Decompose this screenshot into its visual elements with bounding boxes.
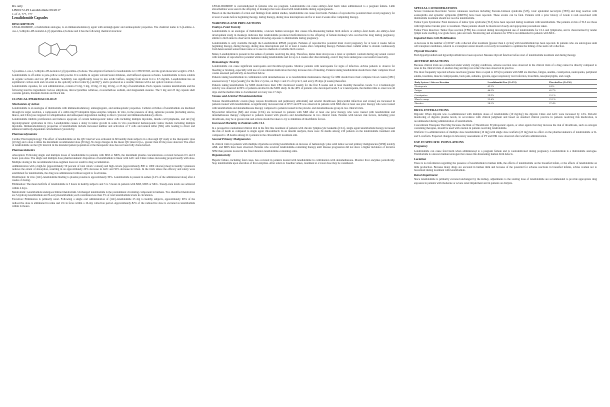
body-paragraph: Lenalidomide is an analogue of thalidomide, a known human teratogen that causes life-threatening human birth defects or embryo-fetal death. An embryo-fetal development study in monkeys indicates that lenalidomide produced malformations in the offspring of female monkeys who received the drug during pregnancy, similar to birth defects observed in humans following exposure to thalidomide during pregnancy. bbox=[212, 30, 395, 41]
column-3 bbox=[414, 4, 597, 402]
subsection-heading: Increased Mortality in Patients with CLL bbox=[212, 121, 265, 126]
chemical-structure-diagram bbox=[34, 36, 80, 64]
section-heading: CLINICAL PHARMACOLOGY bbox=[12, 97, 58, 102]
body-paragraph: Patients taking lenalidomide in combination with dexamethasone or as lenalidomide maintenance therapy for MM should have their complete blood counts (CBC) assessed every 7 days (weekly) for the first 2 cycles, on Days 1 and 15 of Cycle 3, and every 28 days (4 weeks) thereafter. bbox=[212, 76, 395, 83]
section-heading: ADVERSE REACTIONS bbox=[414, 59, 449, 64]
column-1 bbox=[12, 4, 195, 402]
body-paragraph: Lenalidomide inhibits proliferation and induces apoptosis of certain hematopoietic tumor cells including multiple myeloma, mantle cell lymphoma, and del (5q) myelodysplastic syndromes in vitro. Lenalidomide causes a delay in tumor growth in some in vivo nonclinical hematopoietic tumor models including multiple myeloma. Immunomodulatory properties of lenalidomide include increased number and activation of T cells and natural killer (NK) cells leading to direct and enhanced antibody-dependent cell-mediated cytotoxicity. bbox=[12, 118, 195, 132]
rx-only-label: Rx only bbox=[12, 4, 23, 8]
body-paragraph: Distribution: In vitro (14C)-lenalidomide binding to plasma proteins is approximately 30%. Lenalidomide is present in semen (2.2% of the administered dose) after 4 weeks of dosing. bbox=[12, 175, 195, 183]
body-paragraph: Since lenalidomide is primarily excreted unchanged by the kidney, adjustments to the starting dose of lenalidomide are recommended to provide appropriate drug exposure in patients with moderate or severe renal impairment and in patients on dialysis. bbox=[414, 178, 597, 185]
subsection-heading: Mechanism of Action bbox=[12, 101, 40, 106]
body-paragraph: Venous thromboembolic events (deep venous thrombosis and pulmonary embolism) and arterial thromboses (myocardial infarction and stroke) are increased in patients treated with lenalidomide. A significantly increased risk of DVT and PE was observed in patients with MM after at least one prior therapy who were treated with lenalidomide and dexamethasone therapy compared to patients treated in the placebo and dexamethasone group in two clinical trials. bbox=[212, 99, 395, 110]
body-paragraph: In clinical trials in patients with multiple myeloma receiving lenalidomide an increase of hematologic plus solid tumor second primary malignancies (SPM) notably AML and MDS have been observed. Patients who received lenalidomide-containing therapy until disease progression did not show a higher incidence of invasive SPM than patients treated in the fixed duration lenalidomide-containing arms. bbox=[212, 142, 395, 153]
subsection-heading: Second Primary Malignancies bbox=[212, 137, 251, 142]
body-paragraph: Concomitant Therapies That May Increase the Risk of Thrombosis: Erythropoietic agents, or other agents that may increase the risk of thrombosis, such as estrogen containing therapies, should be used with caution in patients receiving lenalidomide. bbox=[414, 123, 597, 131]
document-title: Lenalidomide Capsules bbox=[12, 16, 48, 20]
table-cell: 42.2% bbox=[487, 84, 549, 88]
table-cell: 38.5% bbox=[487, 102, 549, 106]
body-paragraph: Based on the mechanism of action and findings from animal studies, lenalidomide can cause fetal harm. Females of reproductive potential must avoid pregnancy for at least 4 weeks before beginning therapy, during therapy, during dose interruptions and for at least 4 weeks after completing therapy. bbox=[212, 12, 395, 19]
body-paragraph: Administration with a high-fat (approximately 50 percent of total caloric content) and high-calorie (approximately 800 to 1000 calories) meal in healthy volunteers reduces the extent of absorption, resulting in an approximately 20% decrease in AUC and 50% decrease in Cmax. In the trials where the efficacy and safety were established for lenalidomide, the drug was administered without regard to food intake. bbox=[12, 164, 195, 175]
body-paragraph: Cardiac Electrophysiology: The effect of lenalidomide on the QTc interval was evaluated in 60 healthy male subjects in a thorough QT study at the therapeutic dose (10 mg) and a dose 4 times the maximum recommended dose (50 mg). No large changes in the mean QTc interval (i.e., greater than 20 ms) were detected. The effect of lenalidomide on the QTc interval in the intended patient population at the therapeutic dose has not been fully characterized. bbox=[12, 137, 195, 148]
subsection-heading: Embryo-Fetal Toxicity bbox=[212, 24, 241, 29]
adverse-reactions-table bbox=[414, 79, 597, 106]
table-cell: Placebo/Dex (N=350) bbox=[549, 80, 597, 84]
table-cell: 27.4% bbox=[549, 102, 597, 106]
body-paragraph: In a prospective randomized clinical trial in the first line treatment of patients with chronic lymphocytic leukemia (CLL), single agent lenalidomide therapy increased the risk of death as compared to single agent chlorambucil. In an interim analysis, there were 34 deaths among 210 patients on the lenalidomide treatment arm compared to 18 deaths among 211 patients in the chlorambucil treatment arm. bbox=[212, 126, 395, 137]
body-paragraph: Patients taking lenalidomide for MDS should have their CBC monitored weekly for the first 8 weeks and at least monthly thereafter. Grade 3 or 4 hematologic toxicity was observed in 80% of patients enrolled in the MDS study. In the 48% of patients who developed Grade 3 or 4 neutropenia, the median time to onset was 42 days and the median time to documented recovery was 17 days. bbox=[212, 83, 395, 94]
body-paragraph: Lenalidomide can cause significant neutropenia and thrombocytopenia. Monitor patients with neutropenia for signs of infection. Advise patients to observe for bleeding or bruising, especially with use of concomitant medication that may increase risk of bleeding. Patients taking lenalidomide should have their complete blood counts assessed periodically as described below. bbox=[212, 65, 395, 76]
table-cell: 6.0% bbox=[549, 84, 597, 88]
document-code: LB00172-PI Lenalidomide 09/2017 bbox=[12, 8, 61, 12]
table-cell: Constipation bbox=[414, 93, 487, 97]
subsection-heading: Thyroid Disorders bbox=[414, 48, 438, 53]
subsection-heading: Pharmacodynamics bbox=[12, 132, 38, 137]
body-paragraph: Lenalidomide is an analogue of thalidomide with immunomodulatory, antiangiogenic, and antineoplastic properties. Cellular activities of lenalidomide are mediated through its target cereblon, a component of a cullin ring E3 ubiquitin ligase enzyme complex. In vitro, in the presence of drug, substrate proteins (including Aiolos, Ikaros, and CK1α) are targeted for ubiquitination and subsequent degradation leading to direct cytotoxic and immunomodulatory effects. bbox=[12, 107, 195, 117]
section-heading: DRUG INTERACTIONS bbox=[414, 108, 449, 113]
section-heading: SPECIAL CONSIDERATIONS bbox=[414, 5, 458, 10]
subsection-heading: Renal Impairment bbox=[414, 172, 438, 177]
section-heading: DESCRIPTION bbox=[12, 21, 35, 26]
body-paragraph: Lenalidomide can cause fetal harm when administered to a pregnant female and is contraindicated during pregnancy. Lenalidomide is a thalidomide analogue. Thalidomide is a known human teratogen that causes life-threatening human birth defects. bbox=[414, 149, 597, 157]
body-paragraph: Hepatic failure, including fatal cases, has occurred in patients treated with lenalidomide in combination with dexamethasone. Monitor liver enzymes periodically. Stop lenalidomide upon elevation of liver enzymes. After return to baseline values, treatment at a lower dose may be considered. bbox=[212, 158, 395, 166]
table-cell: Fatigue bbox=[414, 89, 487, 93]
subsection-heading: Hepatotoxicity bbox=[212, 153, 231, 158]
table-cell: 21.1% bbox=[549, 93, 597, 97]
body-paragraph: The most frequently reported adverse reactions (greater than or equal to 20%) in patients with MM are diarrhea, fatigue, anemia, constipation, neutropenia, peripheral edema, insomnia, muscle cramp/spasms, back pain, asthenia, pyrexia, upper respiratory tract infection, bronchitis, nasopharyngitis, and cough. bbox=[414, 71, 597, 78]
table-cell: Neutropenia bbox=[414, 84, 487, 88]
structure-caption: 3-(4-amino-1-oxo-1,3-dihydro-2H-isoindol-2-yl) piperidine-2,6-dione. The empirical formula for lenalidomide is C13H13N3O3, and the gram molecular weight is 259.3. bbox=[12, 70, 195, 74]
table-cell: Diarrhea bbox=[414, 102, 487, 106]
body-paragraph: Lenalidomide is only available through the Lenalidomide REMS program. Females of reproductive potential must avoid pregnancy for at least 4 weeks before beginning therapy, during therapy, during dose interruptions and for at least 4 weeks after completing therapy. Females must commit either to abstain continuously from heterosexual sexual intercourse or to use two methods of reliable birth control. bbox=[212, 41, 395, 52]
body-paragraph: Both hypothyroidism and hyperthyroidism have been reported. Measure thyroid function before start of lenalidomide treatment and during therapy. bbox=[414, 54, 577, 58]
body-paragraph: Elimination: The mean half-life of lenalidomide is 3 hours in healthy subjects and 3 to 5 hours in patients with MM, MDS or MCL. Steady-state levels are achieved within 4 days. bbox=[12, 183, 195, 190]
column-2 bbox=[212, 4, 395, 402]
table-cell: Body System / Adverse Reaction bbox=[414, 80, 487, 84]
body-paragraph: Digoxin: When digoxin was co-administered with multiple doses of lenalidomide (10 mg/day) the digoxin Cmax and AUC were increased by 14%. Periodic monitoring of digoxin plasma levels, in accordance with clinical judgment and based on standard clinical practice in patients receiving this medication, is recommended during administration of lenalidomide. bbox=[414, 112, 597, 123]
subsection-heading: Hematologic Toxicity bbox=[212, 59, 240, 64]
table-cell: 33.4% bbox=[487, 97, 549, 101]
body-paragraph: Tumor Flare Reaction: Tumor flare reaction (TFR) has occurred during investigational use of lenalidomide for CLL and lymphoma, and is characterized by tender lymph node swelling, low grade fever, pain and rash. Monitoring and evaluation for TFR is recommended in patients with MCL. bbox=[414, 28, 597, 36]
document-revision: 1 of 2, ???, ??? bbox=[12, 12, 33, 16]
table-cell: Muscle cramp bbox=[414, 97, 487, 101]
subsection-heading: Pharmacokinetics bbox=[12, 148, 36, 153]
body-paragraph: Metabolism: Lenalidomide undergoes limited metabolism. Unchanged lenalidomide is the predominant circulating component in humans. Two identified metabolites are 5-hydroxy-lenalidomide and N-acetyl-lenalidomide; each constitutes less than 5% of total lenalidomide levels in circulation. bbox=[12, 190, 195, 198]
body-paragraph: Lenalidomide capsules, for oral administration, contain 2.5 mg, 5 mg, 10 mg, 15 mg, 20 mg, or 25 mg of lenalidomide. Each capsule contains lenalidomide and the following inactive ingredients: lactose anhydrous, microcrystalline cellulose, croscarmellose sodium, and magnesium stearate. The 5 mg and 25 mg capsule shell contains gelatin, titanium dioxide and black ink. bbox=[12, 85, 195, 96]
body-paragraph: LENALIDOMIDE is contraindicated in females who are pregnant. Lenalidomide can cause embryo-fetal harm when administered to a pregnant female. Limb abnormalities were seen in the offspring of monkeys that were dosed with lenalidomide during organogenesis. bbox=[212, 4, 395, 12]
subsection-heading: Impaired Stem Cell Mobilization bbox=[414, 36, 456, 41]
section-heading: WARNINGS AND PRECAUTIONS bbox=[212, 20, 262, 25]
table-cell: 39.9% bbox=[487, 93, 549, 97]
body-paragraph: Lenalidomide is off-white to pale-yellow solid powder. It is soluble in organic solvent/water mixtures, and buffered aqueous solvents. Lenalidomide is more soluble in organic solvents and low pH solutions. Solubility was significantly lower in less acidic buffers, ranging from about 0.4 to 0.5 mg/mL. Lenalidomide has an asymmetric carbon atom and can exist as the optically active forms S(-) and R(+), and is produced as a racemic mixture with a net optical rotation of zero. bbox=[12, 74, 195, 85]
body-paragraph: Severe Cutaneous Reactions: Severe cutaneous reactions including Stevens-Johnson syndrome (SJS), toxic epidermal necrolysis (TEN) and drug reaction with eosinophilia and systemic symptoms (DRESS) have been reported. These events can be fatal. Patients with a prior history of Grade 4 rash associated with thalidomide treatment should not receive lenalidomide. bbox=[414, 10, 597, 21]
table-cell: Lenalidomide/Dex (N=353) bbox=[487, 80, 549, 84]
body-paragraph: Myocardial infarction (MI) and stroke (CVA) are increased in patients with MM after at least one prior therapy who were treated with lenalidomide and dexamethasone therapy compared to patients treated with placebo and dexamethasone in two clinical trials. Patients with known risk factors, including prior thrombosis, may be at greater risk and actions should be taken to try to minimize all modifiable factors. bbox=[212, 110, 395, 121]
body-paragraph: Because clinical trials are conducted under widely varying conditions, adverse reaction rates observed in the clinical trials of a drug cannot be directly compared to rates in the clinical trials of another drug and may not reflect the rates observed in practice. bbox=[414, 63, 597, 71]
table-cell: 21.1% bbox=[549, 97, 597, 101]
subsection-heading: Pregnancy bbox=[414, 144, 428, 149]
subsection-heading: Lactation bbox=[414, 156, 427, 161]
body-paragraph: There is no information regarding the presence of lenalidomide in human milk, the effects of lenalidomide on the breastfed infant, or the effects of lenalidomide on milk production. Because many drugs are excreted in human milk and because of the potential for adverse reactions in breastfed infants, advise women not to breastfeed during treatment with lenalidomide. bbox=[414, 162, 597, 173]
body-paragraph: Excretion: Elimination is primarily renal. Following a single oral administration of (14C)-lenalidomide 25 mg to healthy subjects, approximately 90% of the radioactive dose is eliminated in urine and 4% in feces within a 10-day collection period. Approximately 82% of the radioactive dose is excreted as lenalidomide within 24 hours. bbox=[12, 198, 195, 209]
body-paragraph: LENALIDOMIDE, a thalidomide analogue, is an immunomodulatory agent with antiangiogenic and antineoplastic properties. The chemical name is 3-(4-amino-1-oxo-1,3-dihydro-2H-isoindol-2-yl) piperidine-2,6-dione and it has the following chemical structure: bbox=[12, 26, 195, 33]
body-paragraph: Males: Lenalidomide is present in the semen of patients receiving the drug. Therefore, males must always use a latex or synthetic condom during any sexual contact with females of reproductive potential while taking lenalidomide and for up to 4 weeks after discontinuing, even if they have undergone a successful vasectomy. bbox=[212, 52, 395, 59]
body-paragraph: A decrease in the number of CD34+ cells collected after treatment (greater than 4 cycles) with lenalidomide has been reported. In patients who are autologous stem cell transplant candidates, referral to a transplant center should occur early in treatment to optimize the timing of the stem cell collection. bbox=[414, 41, 597, 48]
table-cell: 44.2% bbox=[487, 89, 549, 93]
body-paragraph: Warfarin: Co-administration of multiple dose lenalidomide (10 mg) with single dose warfarin (25 mg) had no effect on the pharmacokinetics of lenalidomide or R- and S-warfarin. Expected changes in laboratory assessments of PT and INR were observed after warfarin administration. bbox=[414, 131, 597, 138]
table-cell: 41.7% bbox=[549, 89, 597, 93]
subsection-heading: Venous and Arterial Thromboembolism bbox=[212, 94, 263, 99]
section-heading: USE IN SPECIFIC POPULATIONS bbox=[414, 139, 464, 144]
body-paragraph: Tumor Lysis Syndrome: Fatal instances of tumor lysis syndrome (TLS) have been reported during treatment with lenalidomide. The patients at risk of TLS are those with high tumor burden prior to treatment. These patients should be monitored closely and appropriate precautions taken. bbox=[414, 21, 597, 28]
table-row bbox=[414, 102, 597, 106]
body-paragraph: Absorption: Following single and multiple doses of lenalidomide in patients with MM or MDS, the maximum plasma concentrations occurred between 0.5 and 6 hours post-dose. The single and multiple dose pharmacokinetic disposition of lenalidomide is linear with AUC and Cmax values increasing proportionally with dose. Multiple dosing at the recommended dose-regimen does not result in drug accumulation. bbox=[12, 153, 195, 164]
